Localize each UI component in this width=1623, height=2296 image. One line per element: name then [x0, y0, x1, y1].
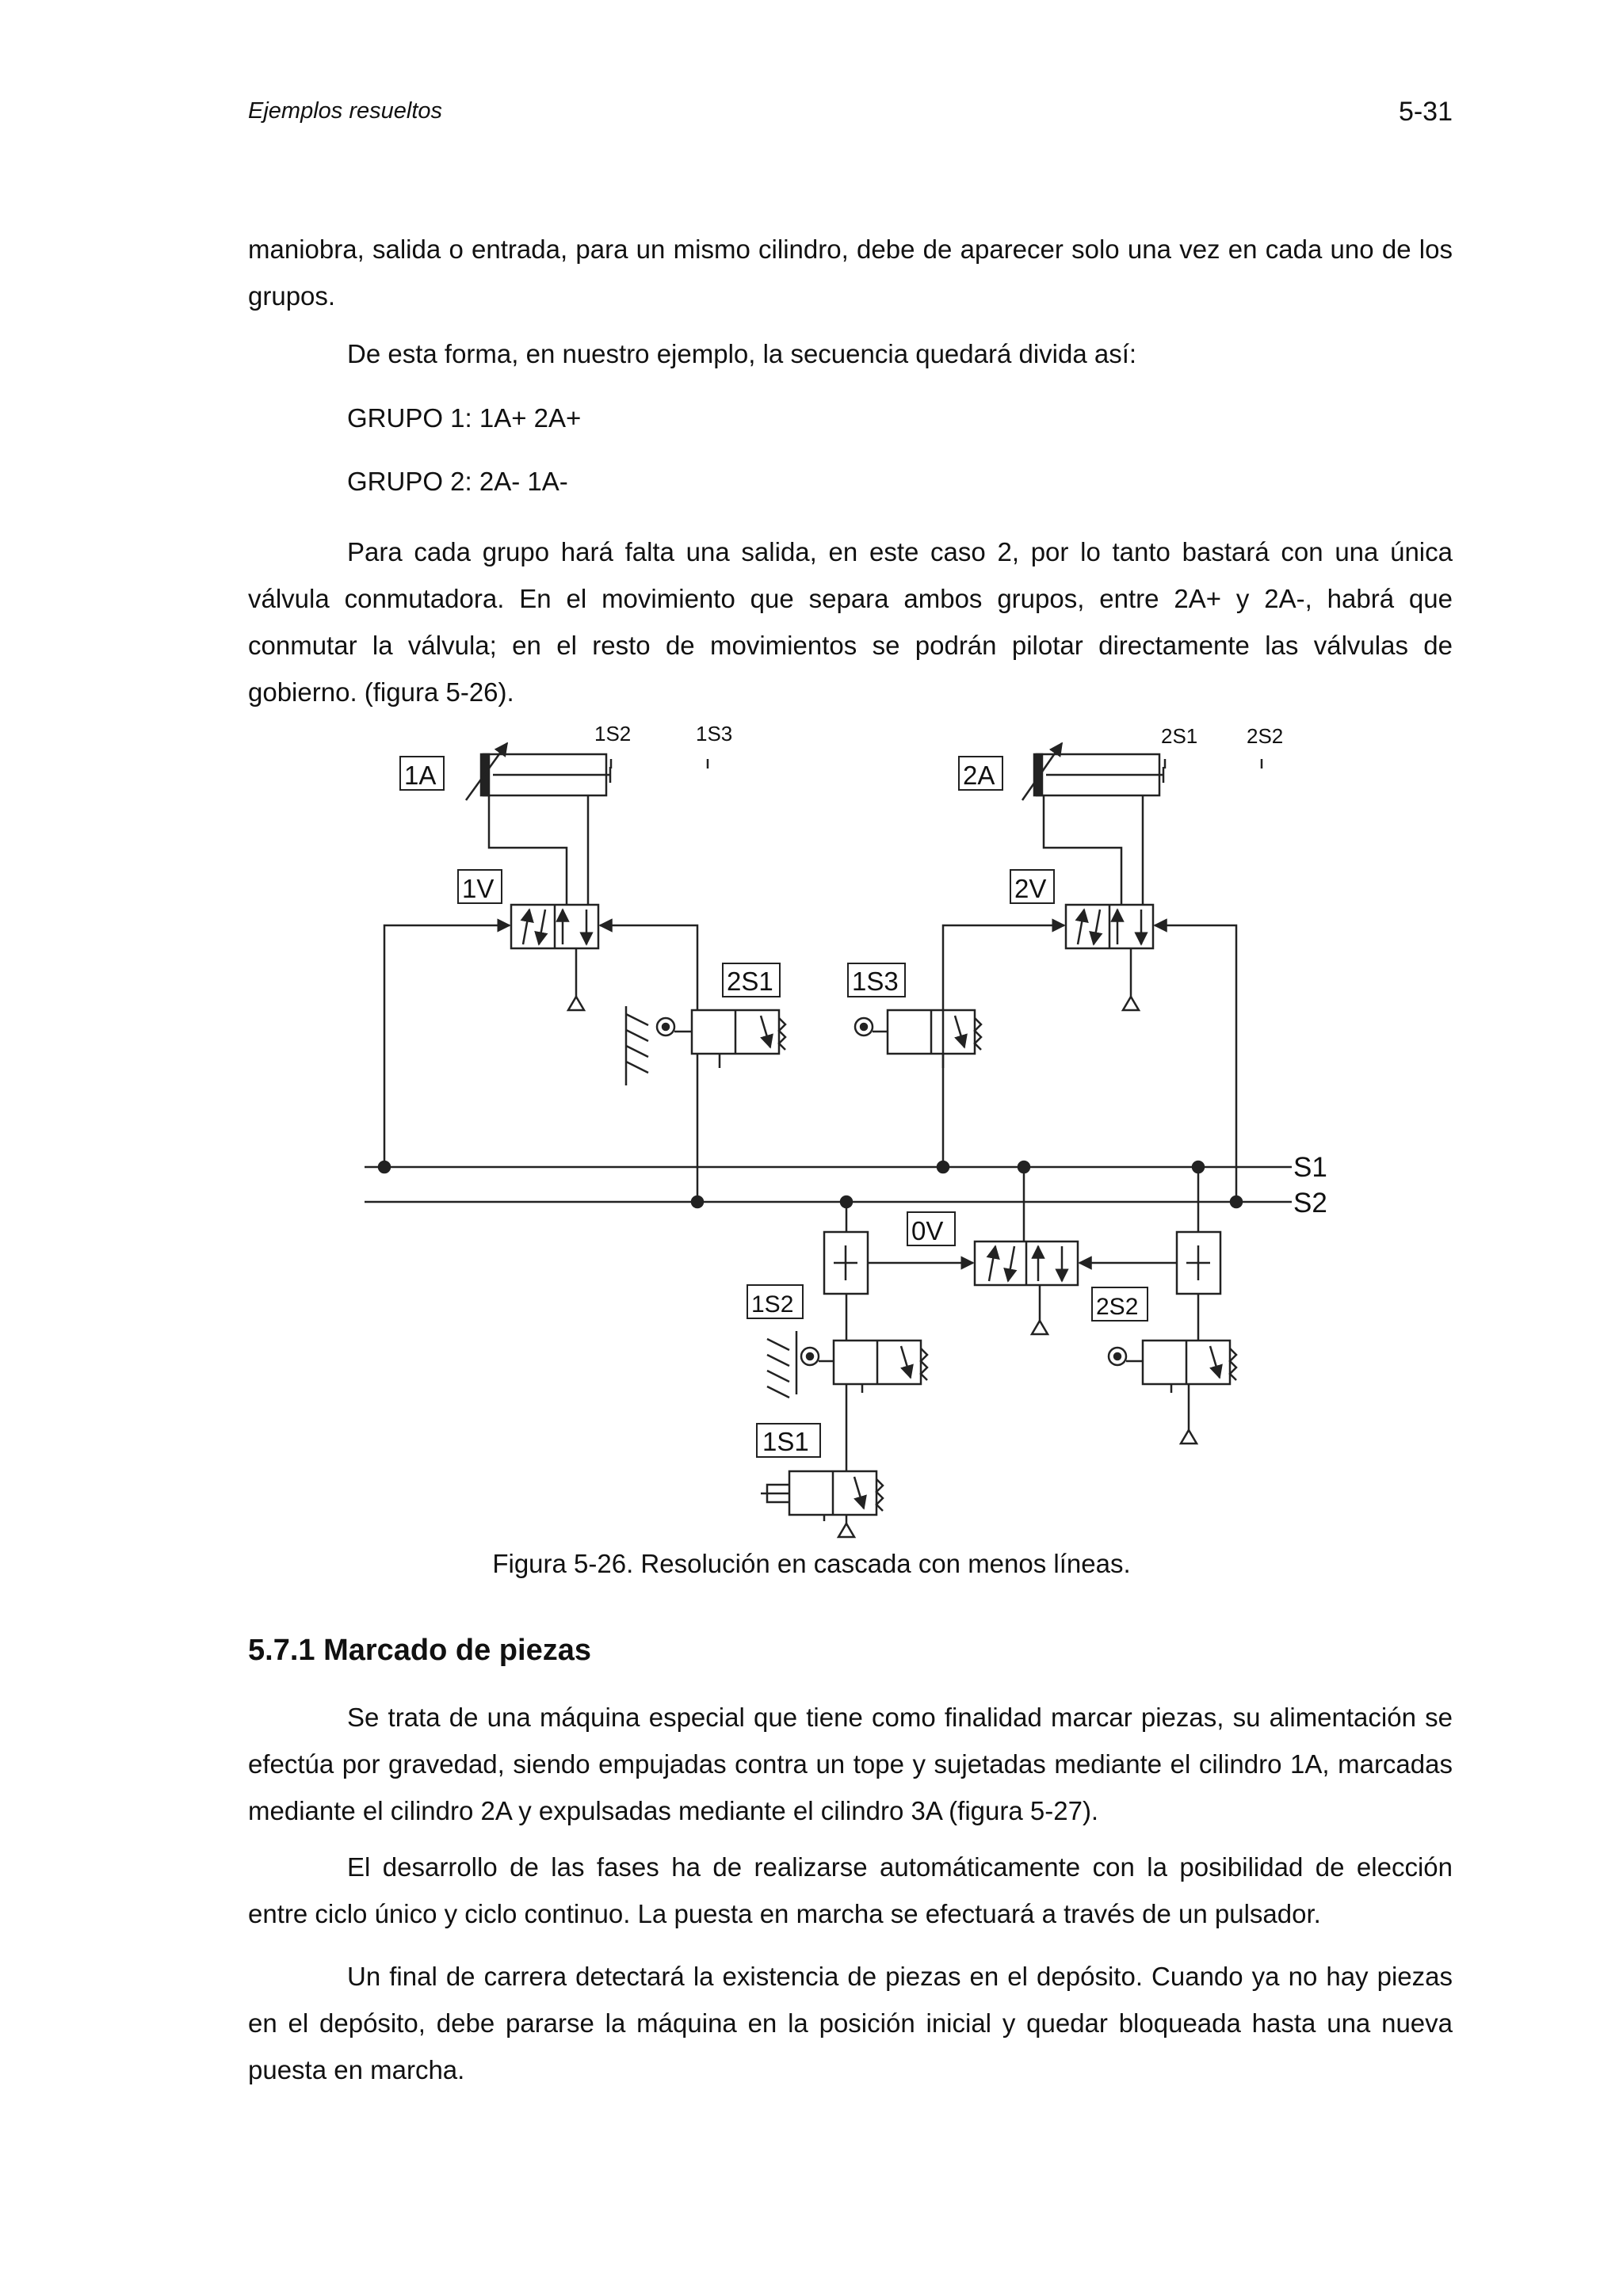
label-sensor-2s1: 2S1 [727, 967, 773, 996]
label-top-2s2: 2S2 [1247, 724, 1284, 748]
label-cyl-1a: 1A [404, 761, 437, 790]
cylinder-2a [1022, 743, 1262, 800]
figure-caption: Figura 5-26. Resolución en cascada con menos líneas. [492, 1549, 1131, 1578]
label-valve-2v: 2V [1014, 874, 1047, 903]
label-valve-0v: 0V [911, 1216, 944, 1245]
label-top-1s3: 1S3 [696, 722, 733, 746]
valve-1v [479, 905, 630, 948]
label-valve-1v: 1V [462, 874, 495, 903]
label-line-s1: S1 [1293, 1152, 1327, 1183]
paragraph-continuation: maniobra, salida o entrada, para un mismo cilindro, debe de aparecer solo una vez en cada uno de los grupos. [248, 235, 1453, 311]
valve-2v [1034, 905, 1185, 948]
or-valve-left [824, 1232, 868, 1294]
cylinder-1a [466, 743, 708, 800]
label-top-1s2: 1S2 [594, 722, 632, 746]
paragraph-groups: Para cada grupo hará falta una salida, en este caso 2, por lo tanto bastará con una única válvula conmutadora. En el movimiento que separa ambos grupos, entre 2A+ y 2A-, habrá que conmutar la válvula; en el resto de movimientos se podrán pilotar directamente las válvulas de gobierno. (figura 5-26). [248, 537, 1453, 707]
label-sensor-1s1: 1S1 [762, 1427, 809, 1456]
sensor-valve-2s1 [626, 1006, 785, 1085]
label-sensor-2s2: 2S2 [1096, 1294, 1139, 1320]
sensor-valve-1s3 [855, 1010, 981, 1054]
label-sensor-1s2: 1S2 [751, 1291, 794, 1318]
paragraph-machine: Se trata de una máquina especial que tiene como finalidad marcar piezas, su alimentación se efectúa por gravedad, siendo empujadas contra un tope y sujetadas mediante el cilindro 1A, marcadas mediante el cilindro 2A y expulsadas mediante el cilindro 3A (figura 5-27). [248, 1703, 1453, 1825]
section-heading: 5.7.1 Marcado de piezas [248, 1634, 591, 1667]
paragraph-sensor: Un final de carrera detectará la existencia de piezas en el depósito. Cuando ya no hay piezas en el depósito, debe pararse la máquina en la posición inicial y quedar bloqueada hasta una nueva puesta en marcha. [248, 1962, 1453, 2084]
supply-lines [365, 1161, 1292, 1207]
group-2-line: GRUPO 2: 2A- 1A- [347, 467, 568, 496]
group-1-line: GRUPO 1: 1A+ 2A+ [347, 403, 582, 433]
label-cyl-2a: 2A [963, 761, 995, 790]
sensor-valve-2s2 [1109, 1341, 1236, 1384]
label-line-s2: S2 [1293, 1188, 1327, 1219]
paragraph-phases: El desarrollo de las fases ha de realizarse automáticamente con la posibilidad de elección entre ciclo único y ciclo continuo. La puesta en marcha se efectuará a través de un pulsador. [248, 1852, 1453, 1928]
valve-0v [975, 1241, 1078, 1285]
running-header: Ejemplos resueltos [248, 98, 442, 124]
sensor-valve-1s1 [761, 1471, 883, 1515]
label-top-2s1: 2S1 [1161, 724, 1198, 748]
label-sensor-1s3: 1S3 [852, 967, 899, 996]
paragraph-sequence-intro: De esta forma, en nuestro ejemplo, la secuencia quedará divida así: [347, 339, 1137, 368]
page-number: 5-31 [1398, 97, 1453, 127]
or-valve-right [1177, 1232, 1220, 1294]
